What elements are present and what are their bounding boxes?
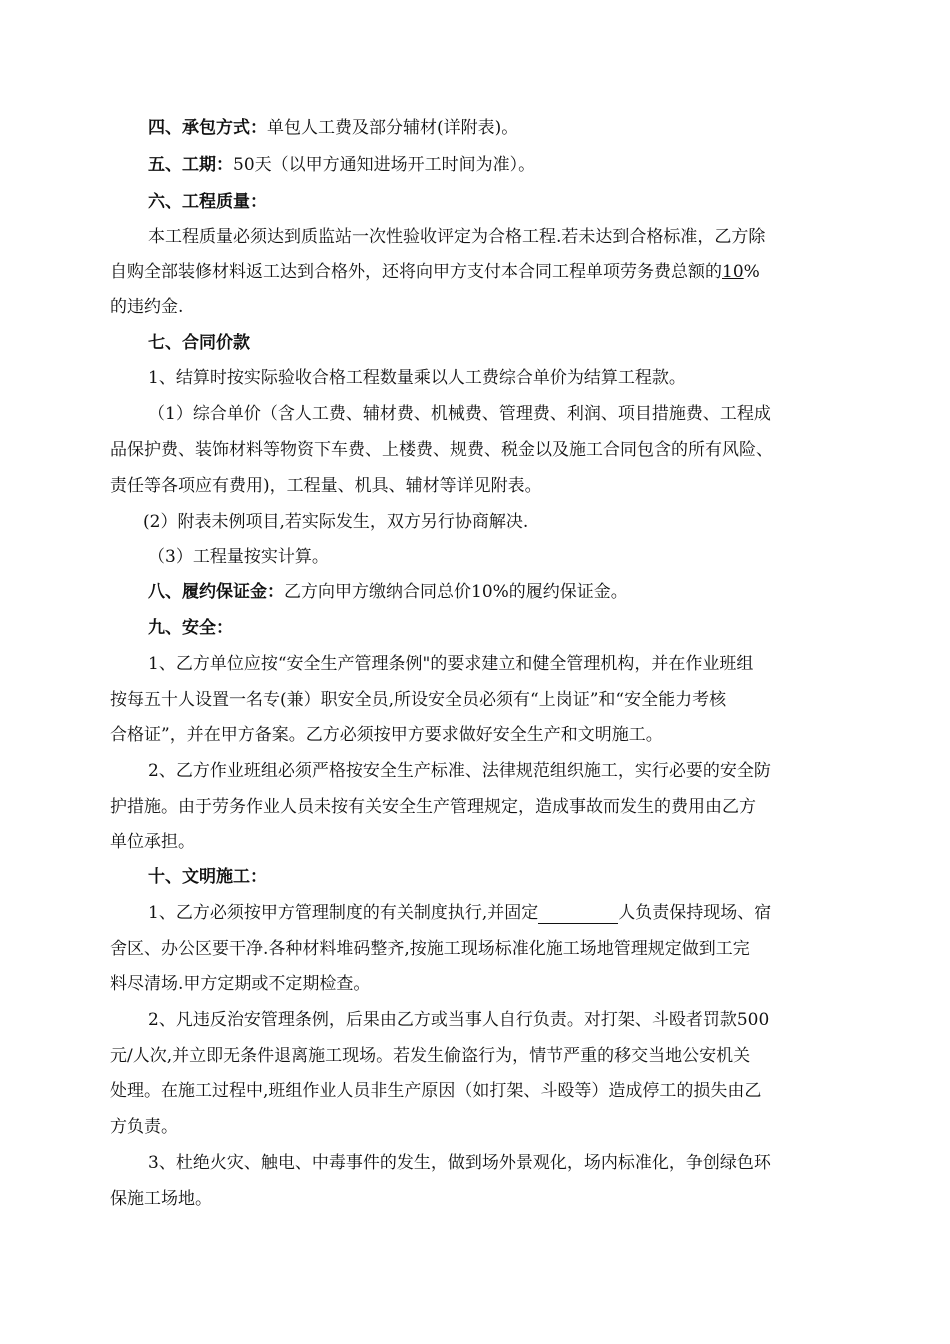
paragraph-line: 方负责。 <box>110 1117 178 1137</box>
paragraph-line <box>148 903 893 924</box>
paragraph-line: 1、结算时按实际验收合格工程数量乘以人工费综合单价为结算工程款。 <box>148 368 686 388</box>
paragraph-text: 1、乙方必须按甲方管理制度的有关制度执行,并固定 <box>148 903 539 923</box>
paragraph-line: 处理。在施工过程中,班组作业人员非生产原因（如打架、斗殴等）造成停工的损失由乙 <box>110 1081 762 1101</box>
paragraph-line: （3）工程量按实计算。 <box>148 547 329 567</box>
paragraph-line <box>110 262 855 283</box>
section-text: 50天（以甲方通知进场开工时间为准）。 <box>233 155 536 175</box>
paragraph-line: 单位承担。 <box>110 832 195 852</box>
section-contract-mode <box>148 118 893 139</box>
paragraph-line: 2、凡违反治安管理条例，后果由乙方或当事人自行负责。对打架、斗殴者罚款500 <box>148 1010 770 1030</box>
section-quality-heading: 六、工程质量： <box>148 192 267 212</box>
paragraph-line: （1）综合单价（含人工费、辅材费、机械费、管理费、利润、项目措施费、工程成 <box>148 404 771 424</box>
section-text: 乙方向甲方缴纳合同总价10%的履约保证金。 <box>284 582 628 602</box>
section-label: 四、承包方式： <box>148 118 267 138</box>
paragraph-line: 的违约金. <box>110 297 184 317</box>
section-label: 八、履约保证金： <box>148 582 284 602</box>
paragraph-line: 1、乙方单位应按“安全生产管理条例"的要求建立和健全管理机构，并在作业班组 <box>148 654 754 674</box>
paragraph-line: 料尽清场.甲方定期或不定期检查。 <box>110 974 371 994</box>
paragraph-line: 责任等各项应有费用)，工程量、机具、辅材等详见附表。 <box>110 476 542 496</box>
paragraph-line: (2）附表未例项目,若实际发生，双方另行协商解决. <box>143 512 529 532</box>
percent-sign: % <box>743 262 760 282</box>
section-civilized-heading: 十、文明施工： <box>148 867 267 887</box>
paragraph-line: 3、杜绝火灾、触电、中毒事件的发生，做到场外景观化，场内标准化，争创绿色环 <box>148 1153 771 1173</box>
section-text: 单包人工费及部分辅材(详附表)。 <box>267 118 519 138</box>
section-duration <box>148 155 893 176</box>
paragraph-text: 人负责保持现场、宿 <box>618 903 772 923</box>
section-price-heading: 七、合同价款 <box>148 333 250 353</box>
section-deposit <box>148 582 893 603</box>
penalty-percent: 10 <box>722 262 744 282</box>
paragraph-line: 2、乙方作业班组必须严格按安全生产标准、法律规范组织施工，实行必要的安全防 <box>148 761 771 781</box>
section-label: 五、工期： <box>148 155 233 175</box>
paragraph-line: 保施工场地。 <box>110 1189 212 1209</box>
fill-in-blank <box>538 905 618 924</box>
paragraph-line: 本工程质量必须达到质监站一次性验收评定为合格工程.若未达到合格标准，乙方除 <box>148 227 766 247</box>
paragraph-line: 合格证”，并在甲方备案。乙方必须按甲方要求做好安全生产和文明施工。 <box>110 725 663 745</box>
paragraph-line: 品保护费、装饰材料等物资下车费、上楼费、规费、税金以及施工合同包含的所有风险、 <box>110 440 773 460</box>
paragraph-text: 自购全部装修材料返工达到合格外，还将向甲方支付本合同工程单项劳务费总额的 <box>110 262 722 282</box>
paragraph-line: 护措施。由于劳务作业人员未按有关安全生产管理规定，造成事故而发生的费用由乙方 <box>110 797 756 817</box>
paragraph-line: 元/人次,并立即无条件退离施工现场。若发生偷盗行为，情节严重的移交当地公安机关 <box>110 1046 751 1066</box>
paragraph-line: 舍区、办公区要干净.各种材料堆码整齐,按施工现场标准化施工场地管理规定做到工完 <box>110 939 750 959</box>
paragraph-line: 按每五十人设置一名专(兼）职安全员,所设安全员必须有“上岗证”和“安全能力考核 <box>110 690 727 710</box>
section-safety-heading: 九、安全： <box>148 618 233 638</box>
